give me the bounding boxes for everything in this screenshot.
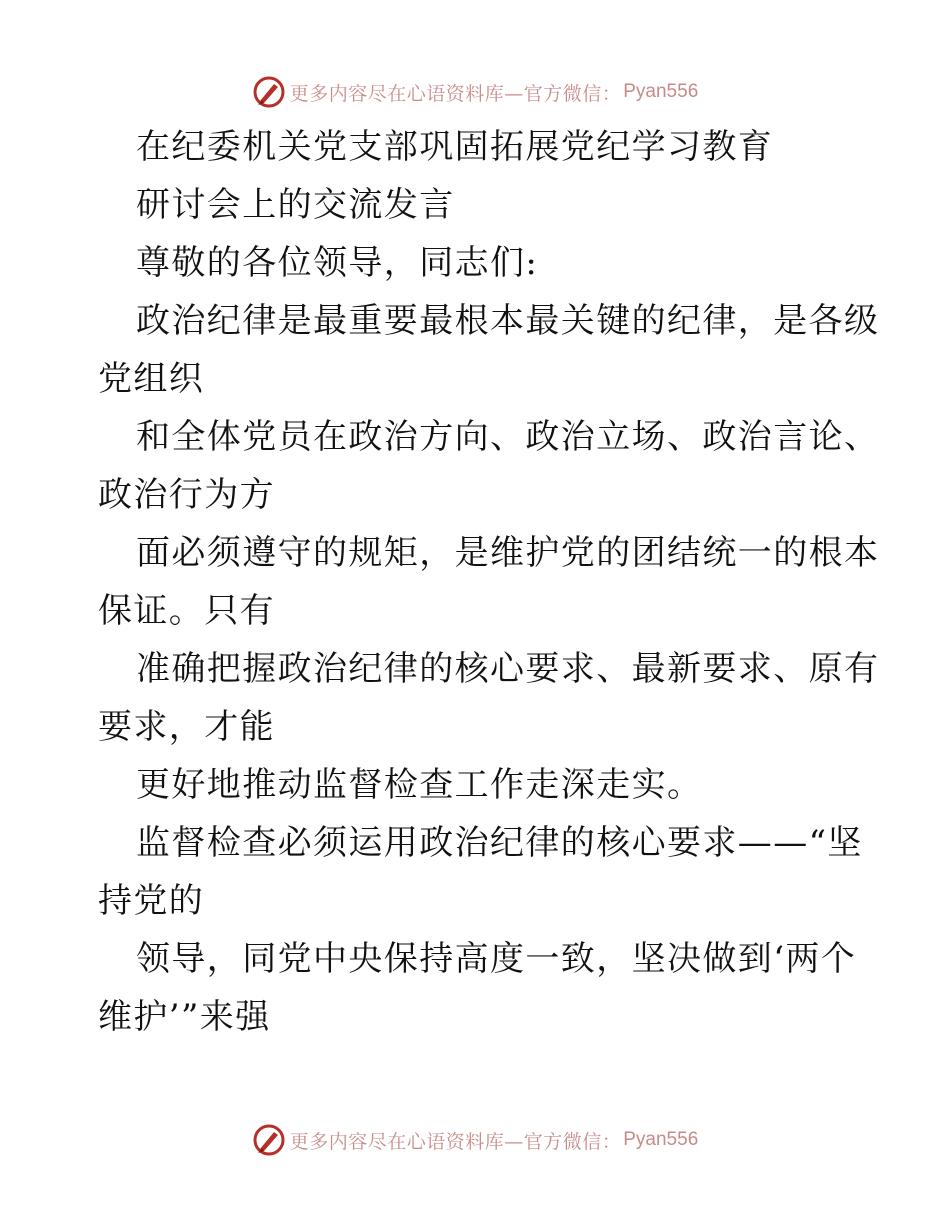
document-line: 政治纪律是最重要最根本最关键的纪律，是各级 [136,301,880,341]
document-line: 要求，才能 [98,707,275,747]
document-line: 领导，同党中央保持高度一致，坚决做到‘两个 [136,939,857,979]
document-line: 面必须遵守的规矩，是维护党的团结统一的根本 [136,533,880,573]
document-line: 和全体党员在政治方向、政治立场、政治言论、 [136,417,880,457]
document-line: 在纪委机关党支部巩固拓展党纪学习教育 [136,127,774,167]
pen-logo-icon [252,1123,286,1157]
document-line: 党组织 [98,359,205,399]
footer-banner-text: 更多内容尽在心语资料库—官方微信： [289,1130,622,1153]
pen-logo-icon [252,75,286,109]
footer-banner [0,1120,950,1160]
document-line: 保证。只有 [98,591,275,631]
document-line: 研讨会上的交流发言 [136,185,455,225]
document-line: 准确把握政治纪律的核心要求、最新要求、原有 [136,649,880,689]
document-line: 监督检查必须运用政治纪律的核心要求——“坚 [136,823,863,863]
header-banner-text: 更多内容尽在心语资料库—官方微信： [289,82,622,105]
document-line: 维护’”来强 [98,997,271,1037]
document-line: 更好地推动监督检查工作走深走实。 [136,765,703,805]
document-line: 持党的 [98,881,205,921]
header-banner [0,72,950,112]
footer-wechat-id: Pyan556 [623,1129,699,1150]
document-line: 政治行为方 [98,475,275,515]
header-wechat-id: Pyan556 [623,81,699,102]
document-line: 尊敬的各位领导，同志们: [136,243,539,283]
document-body [98,118,880,1046]
